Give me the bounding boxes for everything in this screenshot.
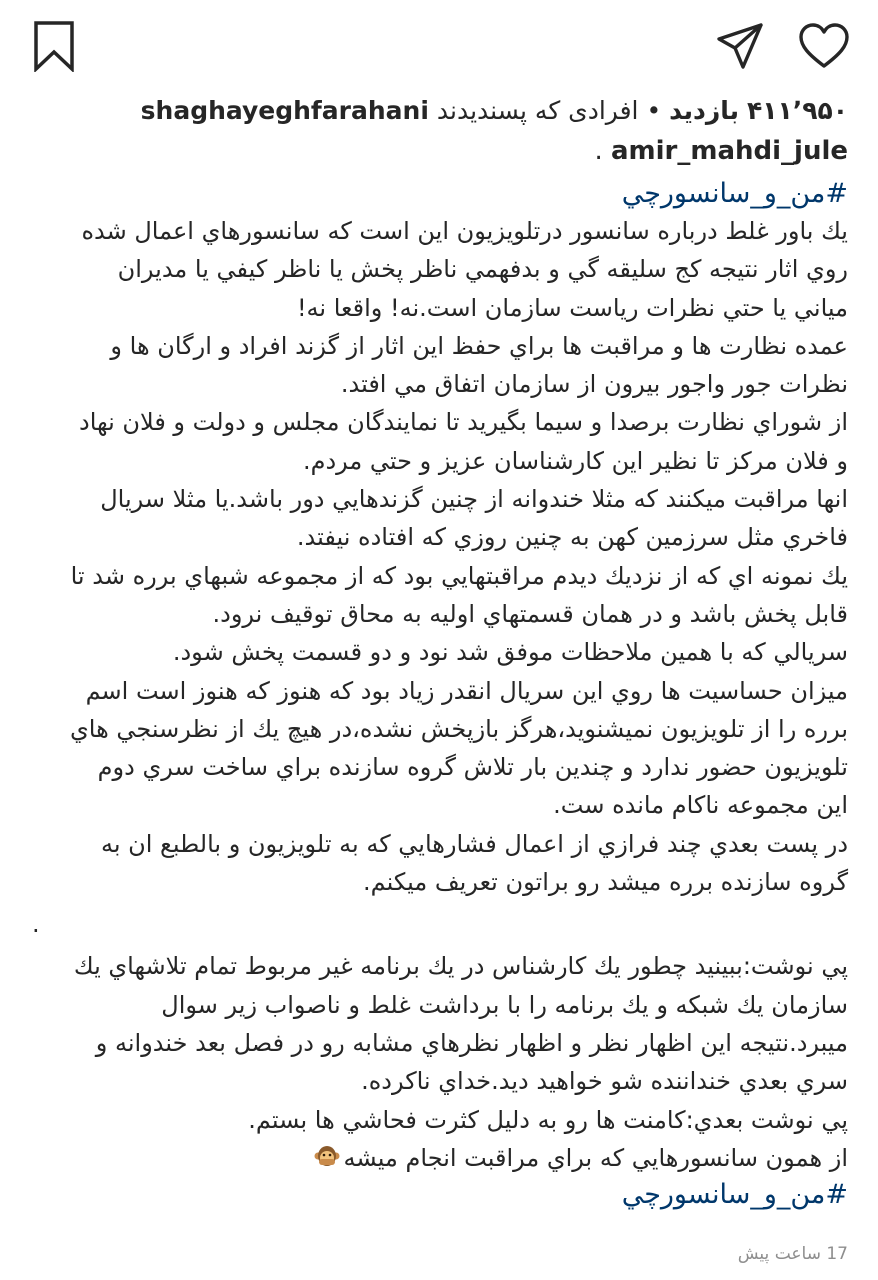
bookmark-icon: [32, 20, 76, 72]
postscript-line-text: پي نوشت بعدي:كامنت ها رو به دليل كثرت فحاشي ها بستم.: [248, 1105, 848, 1134]
postscript-line: [30, 1101, 848, 1139]
paper-plane-icon: [715, 21, 765, 71]
views-count: ۴۱۱٬۹۵۰: [746, 96, 848, 125]
caption-author-link[interactable]: amir_mahdi_jule: [610, 136, 848, 166]
caption-line: در پست بعدي چند فرازي از اعمال فشارهايي كه به تلويزيون و بالطبع ان به: [100, 829, 848, 858]
caption-line: يك باور غلط درباره سانسور درتلويزيون اين است كه سانسورهاي اعمال شده: [81, 217, 848, 245]
like-button[interactable]: [796, 18, 852, 74]
caption-line: روي اثار نتيجه كج سليقه گي و بدفهمي ناظر پخش يا ناظر كيفي يا مديران: [117, 255, 848, 284]
postscript-line-text: سازمان يك شبكه و يك برنامه را با برداشت غلط و ناصواب زير سوال: [161, 990, 848, 1019]
caption-line: فاخري مثل سرزمين كهن به چنين روزي كه افتاده نيفتد.: [296, 523, 848, 552]
liked-by-suffix: .: [594, 136, 603, 166]
liked-by-line: [30, 132, 848, 176]
postscript-line-text: ميبرد.نتيجه اين اظهار نظر و اظهار نظرهاي مشابه رو در فصل بعد خندوانه و: [95, 1028, 848, 1057]
postscript-line: [30, 1024, 848, 1062]
post-details: [30, 94, 848, 1213]
caption-line: تلويزيون حضور ندارد و چندين بار تلاش گروه سازنده براي ساخت سري دوم: [97, 753, 848, 782]
caption-line: انها مراقبت ميكنند كه مثلا خندوانه از چنين گزندهايي دور باشد.يا مثلا سريال: [100, 485, 848, 514]
stats-separator: •: [646, 96, 662, 125]
postscript-line-text: از همون سانسورهايي كه براي مراقبت انجام ميشه: [343, 1143, 848, 1172]
post-timestamp: 17 ساعت پیش: [737, 1244, 848, 1264]
caption-line: گروه سازنده برره ميشد رو براتون تعريف ميكنم.: [363, 868, 848, 897]
hashtag-link-bottom[interactable]: #من_و_سانسورچي: [621, 1179, 848, 1211]
share-button[interactable]: [712, 18, 768, 74]
bookmark-button[interactable]: [26, 18, 82, 74]
liked-by-user-link[interactable]: shaghayeghfarahani: [140, 96, 429, 125]
caption-line: نظرات جور واجور بيرون از سازمان اتفاق مي افتد.: [340, 370, 848, 399]
caption-line: اين مجموعه ناكام مانده ست.: [553, 791, 848, 820]
postscript-line: [30, 1139, 848, 1177]
caption-line: سريالي كه با همين ملاحظات موفق شد نود و دو قسمت پخش شود.: [172, 638, 848, 667]
heart-icon: [798, 22, 850, 70]
caption-line: از شوراي نظارت برصدا و سيما بگيريد تا نمايندگان مجلس و دولت و فلان نهاد: [79, 408, 848, 437]
caption-line: قابل پخش باشد و در همان قسمتهاي اوليه به محاق توقيف نرود.: [212, 599, 848, 628]
caption-separator-dot: .: [32, 910, 40, 939]
views-and-likes-line: [30, 94, 848, 132]
caption-line: ميزان حساسيت ها روي اين سريال انقدر زياد بود كه هنوز كه هنوز است اسم: [85, 676, 848, 705]
post-action-bar: [0, 0, 878, 92]
postscript-line: [30, 1062, 848, 1100]
caption-postscript: [30, 947, 848, 1177]
postscript-line: [30, 986, 848, 1024]
caption-line: و فلان مركز تا نظير اين كارشناسان عزيز و حتي مردم.: [303, 446, 848, 475]
caption: [30, 176, 848, 1213]
caption-line: برره را از تلويزيون نميشنويد،هرگز بازپخش نشده،در هيچ يك از نظرسنجي هاي: [69, 714, 848, 743]
caption-line: يك نمونه اي كه از نزديك ديدم مراقبتهايي بود كه از مجموعه شبهاي برره شد تا: [70, 561, 848, 590]
liked-by-prefix: افرادی که پسندیدند: [436, 96, 639, 125]
postscript-line-text: پي نوشت:ببينيد چطور يك كارشناس در يك برنامه غير مربوط تمام تلاشهاي يك: [73, 952, 848, 981]
hashtag-link[interactable]: #من_و_سانسورچي: [621, 178, 848, 209]
caption-line: عمده نظارت ها و مراقبت ها براي حفظ اين اثار از گزند افراد و ارگان ها و: [110, 331, 848, 360]
views-label: بازدید: [669, 96, 739, 125]
caption-line: مياني يا حتي نظرات رياست سازمان است.نه! واقعا نه!: [296, 293, 848, 322]
postscript-line-text: سري بعدي خنداننده شو خواهيد ديد.خداي ناكرده.: [361, 1067, 848, 1096]
caption-body: [30, 212, 848, 901]
postscript-line: [30, 947, 848, 985]
speak-no-evil-monkey-icon: [314, 1144, 340, 1170]
